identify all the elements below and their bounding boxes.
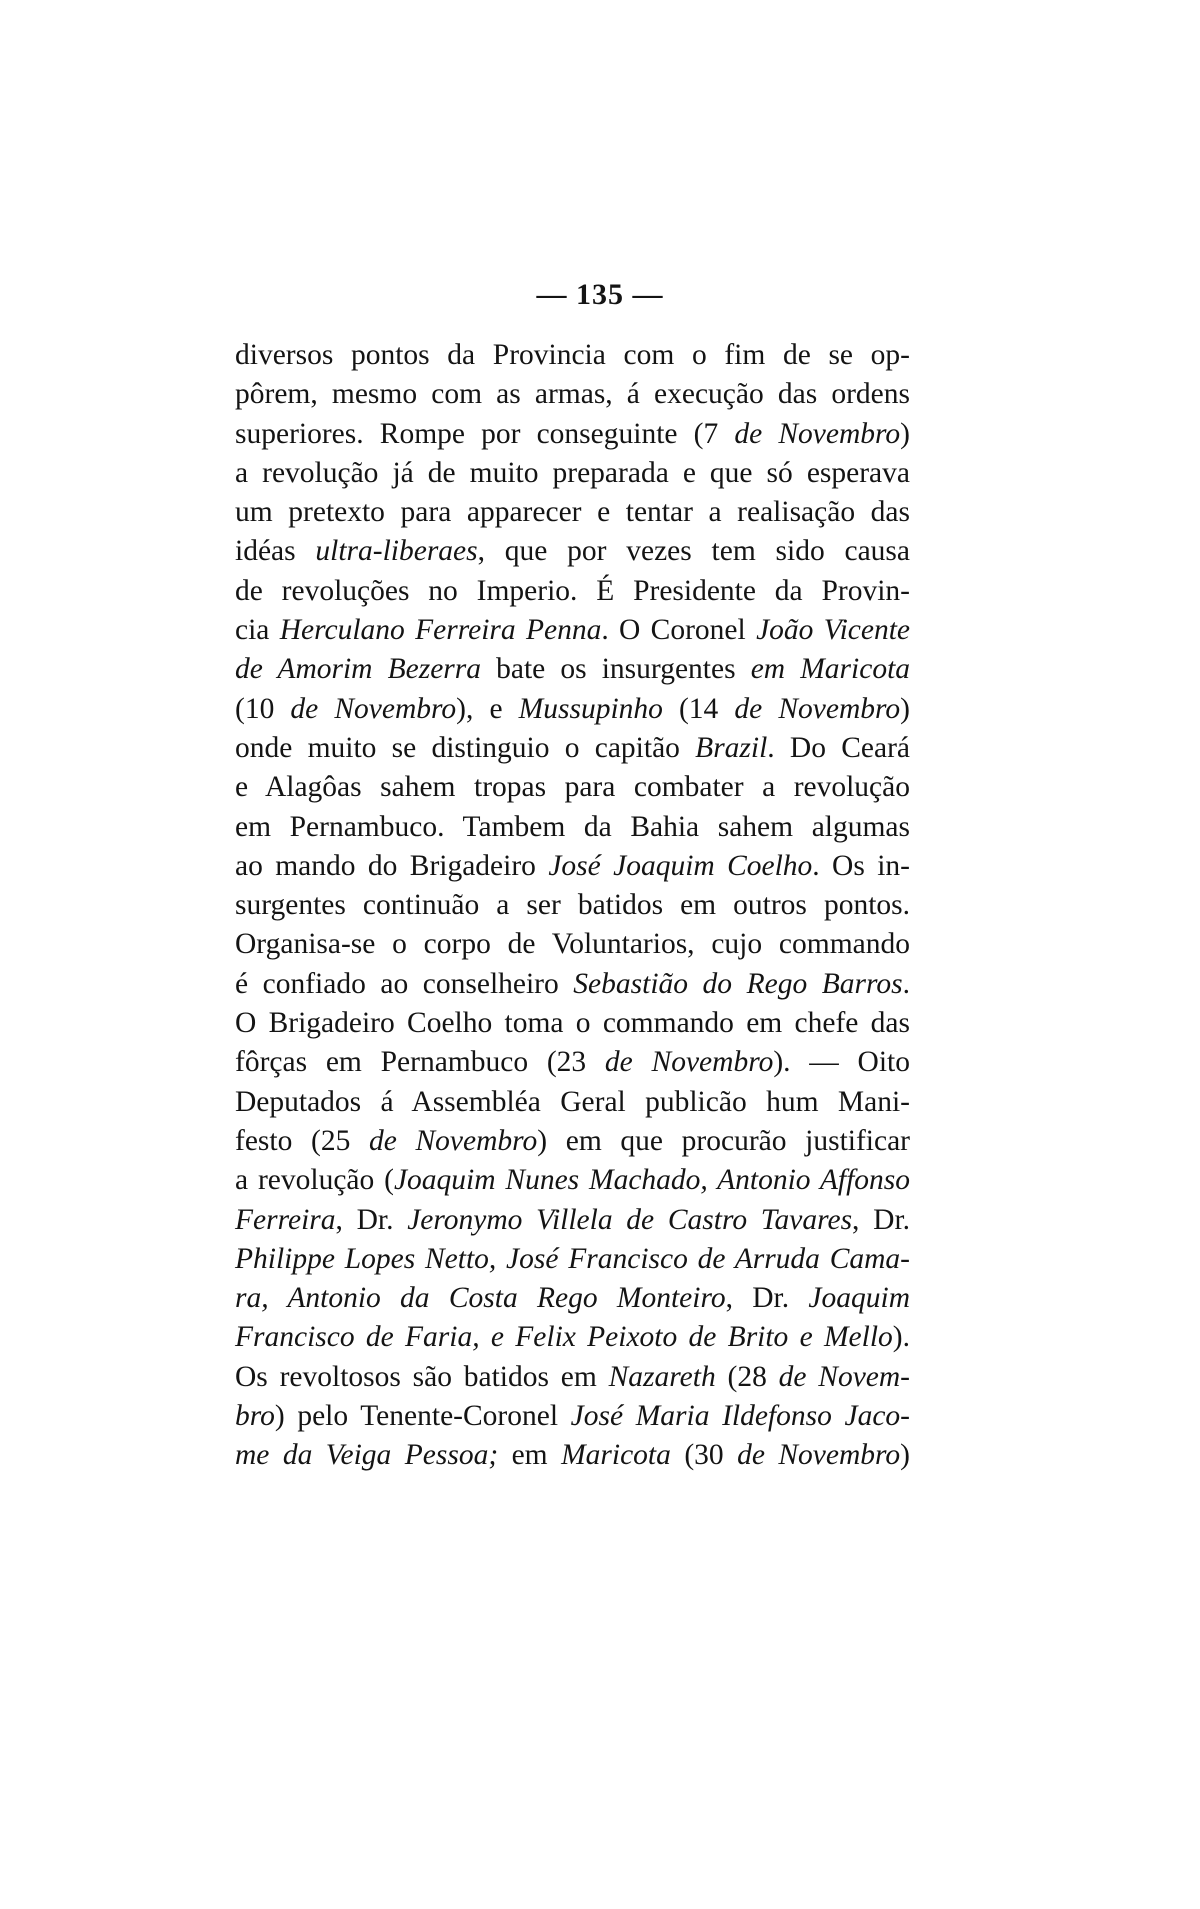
text-line [235, 1004, 910, 1043]
italic-text-segment: de Novembro [604, 1046, 774, 1079]
italic-text-segment: Mussupinho [518, 692, 663, 725]
text-segment: fôrças em Pernambuco (23 [235, 1046, 605, 1079]
italic-text-segment: Joaquim [808, 1282, 910, 1315]
text-segment: . Do Ceará [767, 731, 910, 764]
text-segment: superiores. Rompe por conseguinte (7 [235, 417, 735, 450]
text-segment: a revolução já de muito preparada e que só esperava [235, 456, 910, 489]
italic-text-segment: ra, Antonio da Costa Rego Monteiro [235, 1282, 726, 1315]
text-line [235, 1318, 910, 1357]
italic-text-segment: Brazil [695, 731, 768, 764]
text-segment: (10 [235, 692, 291, 725]
text-segment: . O Coronel [601, 614, 757, 647]
italic-text-segment: Joaquim Nunes Machado, Antonio Affonso [393, 1164, 910, 1197]
text-line [235, 965, 910, 1004]
text-segment: ), e [456, 692, 519, 725]
text-segment: , Dr. [725, 1282, 809, 1315]
italic-text-segment: José Maria Ildefonso Jaco- [570, 1400, 910, 1433]
text-segment: pôrem, mesmo com as armas, á execução das ordens [235, 378, 910, 411]
text-line [235, 493, 910, 532]
text-line [235, 415, 910, 454]
text-segment: festo (25 [235, 1124, 369, 1157]
text-segment: cia [235, 614, 280, 647]
text-segment: é confiado ao conselheiro [235, 967, 574, 1000]
text-line [235, 1358, 910, 1397]
text-line [235, 886, 910, 925]
text-segment: diversos pontos da Provincia com o fim de se op- [235, 339, 910, 371]
italic-text-segment: Ferreira [235, 1203, 336, 1236]
text-line [235, 847, 910, 886]
text-segment: (28 [715, 1360, 779, 1393]
text-segment: , Dr. [852, 1203, 911, 1236]
text-line [235, 1161, 910, 1200]
italic-text-segment: Francisco de Faria, e Felix Peixoto de Brito e Mello [235, 1321, 893, 1354]
text-segment: um pretexto para apparecer e tentar a realisação das [235, 496, 910, 529]
text-segment: ) [900, 417, 910, 450]
italic-text-segment: me da Veiga Pessoa; [235, 1439, 499, 1472]
text-segment: (30 [670, 1439, 738, 1472]
text-segment: . [902, 967, 910, 1000]
text-line [235, 1279, 910, 1318]
text-line [235, 768, 910, 807]
italic-text-segment: de Novembro [737, 1439, 901, 1472]
text-segment: ). [892, 1321, 910, 1354]
text-line [235, 690, 910, 729]
italic-text-segment: ultra-liberaes [315, 535, 478, 568]
text-segment: ao mando do Brigadeiro [235, 849, 549, 882]
text-segment: idéas [235, 535, 316, 568]
italic-text-segment: de Novembro [368, 1124, 538, 1157]
italic-text-segment: Nazareth [608, 1360, 716, 1393]
text-segment: ) [900, 1439, 910, 1472]
text-line [235, 1122, 910, 1161]
text-segment: , que por vezes tem sido causa [477, 535, 910, 568]
text-line [235, 1083, 910, 1122]
italic-text-segment: Jeronymo Villela de Castro Tavares [407, 1203, 853, 1236]
text-segment: bate os insurgentes [481, 653, 751, 686]
text-line [235, 572, 910, 611]
text-line [235, 1240, 910, 1279]
italic-text-segment: bro [235, 1400, 275, 1433]
text-segment: em [498, 1439, 562, 1472]
text-line [235, 650, 910, 689]
italic-text-segment: de Novembro [734, 417, 901, 450]
text-segment: O Brigadeiro Coelho toma o commando em chefe das [235, 1007, 910, 1040]
text-line [235, 729, 910, 768]
text-segment: , Dr. [335, 1203, 408, 1236]
text-segment: ) pelo Tenente-Coronel [274, 1400, 571, 1433]
italic-text-segment: de Amorim Bezerra [235, 653, 482, 686]
text-segment: e Alagôas sahem tropas para combater a revolução [235, 771, 910, 804]
text-segment: ) [900, 692, 910, 725]
italic-text-segment: Herculano Ferreira Penna [279, 614, 602, 647]
text-segment: Deputados á Assembléa Geral publicão hum Mani- [235, 1085, 910, 1118]
text-segment: . Os in- [812, 849, 910, 882]
text-segment: Os revoltosos são batidos em [235, 1360, 609, 1393]
text-line [235, 1201, 910, 1240]
italic-text-segment: em Maricota [750, 653, 911, 686]
italic-text-segment: João Vicente [756, 614, 910, 647]
text-line [235, 808, 910, 847]
page-number: — 135 — [536, 278, 664, 311]
text-segment: ). — Oito [773, 1046, 910, 1079]
text-segment: (14 [662, 692, 735, 725]
italic-text-segment: de Novembro [290, 692, 457, 725]
body-text [235, 336, 910, 1476]
text-segment: Organisa-se o corpo de Voluntarios, cujo commando [235, 928, 910, 961]
text-line [235, 532, 910, 571]
italic-text-segment: José Joaquim Coelho [548, 849, 813, 882]
text-line [235, 1397, 910, 1436]
italic-text-segment: de Novembro [734, 692, 901, 725]
text-segment: surgentes continuão a ser batidos em outros pontos. [235, 889, 910, 922]
text-segment: onde muito se distinguio o capitão [235, 731, 696, 764]
italic-text-segment: Sebastião do Rego Barros [573, 967, 903, 1000]
italic-text-segment: Philippe Lopes Netto, José Francisco de Arruda Cama- [235, 1242, 910, 1275]
text-line [235, 611, 910, 650]
text-line [235, 925, 910, 964]
text-segment: a revolução ( [235, 1164, 394, 1197]
text-segment: de revoluções no Imperio. É Presidente da Provin- [235, 574, 910, 607]
italic-text-segment: Maricota [561, 1439, 671, 1472]
text-line [235, 1043, 910, 1082]
italic-text-segment: de Novem- [778, 1360, 911, 1393]
text-line [235, 1436, 910, 1475]
text-line [235, 336, 910, 375]
text-segment: em Pernambuco. Tambem da Bahia sahem algumas [235, 810, 910, 843]
text-segment: ) em que procurão justificar [537, 1124, 910, 1157]
text-line [235, 454, 910, 493]
text-line [235, 375, 910, 414]
